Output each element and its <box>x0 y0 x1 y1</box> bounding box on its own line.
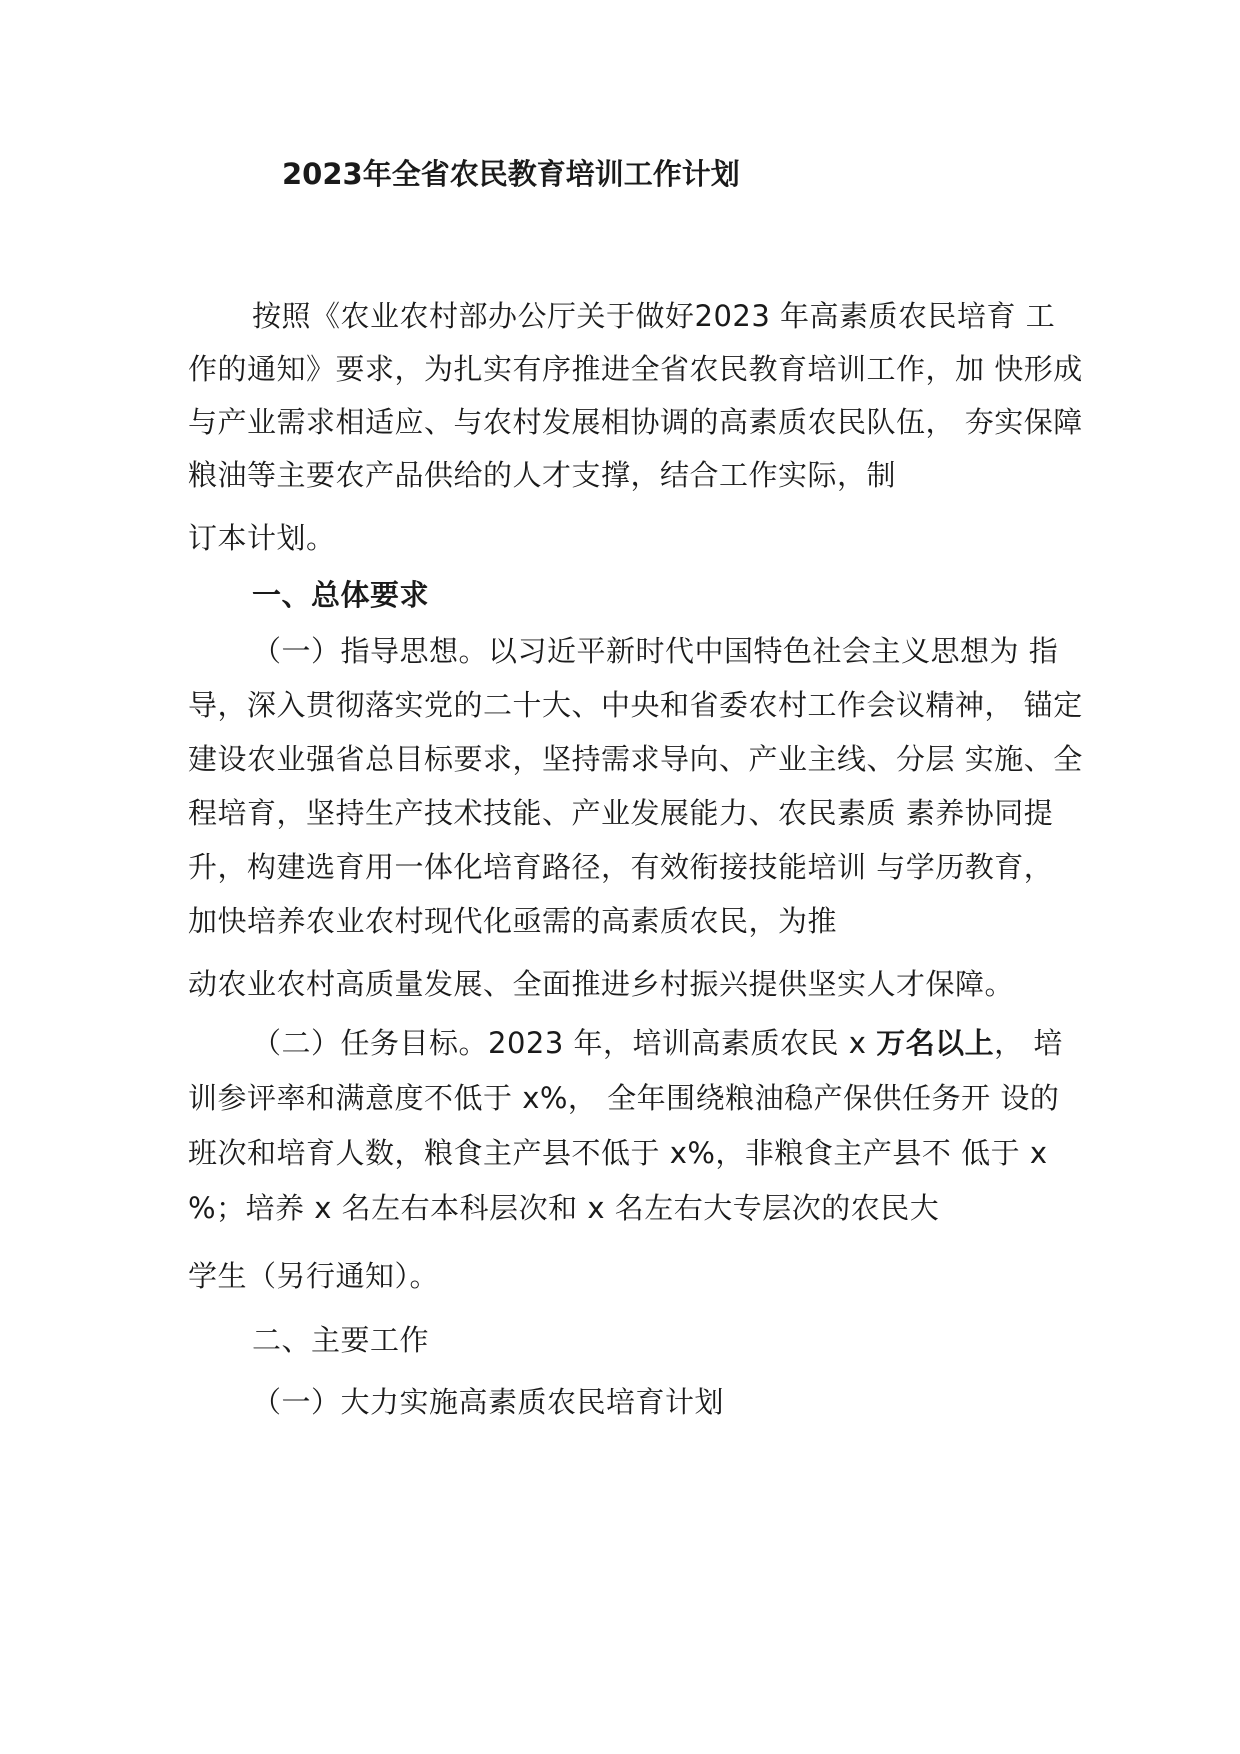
sub2-line1-suffix: ， 培 <box>994 1026 1063 1060</box>
sub1-line4: 程培育，坚持生产技术技能、产业发展能力、农民素质 素养协同提 <box>188 796 1054 830</box>
para1-line2: 作的通知》要求，为扎实有序推进全省农民教育培训工作，加 快形成 <box>188 352 1083 386</box>
sub2-line1-prefix: （二）任务目标。2023 年，培训高素质农民 x <box>252 1026 877 1060</box>
sub2-line5: 学生（另行通知）。 <box>188 1259 440 1293</box>
para1-line3: 与产业需求相适应、与农村发展相协调的高素质农民队伍， 夯实保障 <box>188 405 1083 439</box>
document-title: 2023年全省农民教育培训工作计划 <box>282 157 740 191</box>
sub3-heading: （一）大力实施高素质农民培育计划 <box>252 1385 725 1419</box>
sub1-line6: 加快培养农业农村现代化亟需的高素质农民，为推 <box>188 904 838 938</box>
sub2-line1-bold: 万名以上 <box>876 1026 995 1060</box>
sub1-line1: （一）指导思想。以习近平新时代中国特色社会主义思想为 指 <box>252 634 1059 668</box>
sub2-line4: %；培养 x 名左右本科层次和 x 名左右大专层次的农民大 <box>188 1191 940 1225</box>
para1-line5: 订本计划。 <box>188 521 336 555</box>
sub2-line3: 班次和培育人数，粮食主产县不低于 x%，非粮食主产县不 低于 x <box>188 1136 1048 1170</box>
sub1-line2: 导，深入贯彻落实党的二十大、中央和省委农村工作会议精神， 锚定 <box>188 688 1083 722</box>
para1-line4: 粮油等主要农产品供给的人才支撑，结合工作实际，制 <box>188 458 897 492</box>
sub1-line3: 建设农业强省总目标要求，坚持需求导向、产业主线、分层 实施、全 <box>188 742 1083 776</box>
section2-heading: 二、主要工作 <box>252 1323 430 1357</box>
section1-heading: 一、总体要求 <box>252 578 430 612</box>
para1-line1: 按照《农业农村部办公厅关于做好2023 年高素质农民培育 工 <box>252 299 1056 333</box>
sub1-line5: 升，构建选育用一体化培育路径，有效衔接技能培训 与学历教育， <box>188 850 1054 884</box>
sub2-line2: 训参评率和满意度不低于 x%， 全年围绕粮油稳产保供任务开 设的 <box>188 1081 1060 1115</box>
sub2-line1 <box>252 1023 1063 1063</box>
sub1-line7: 动农业农村高质量发展、全面推进乡村振兴提供坚实人才保障。 <box>188 967 1015 1001</box>
